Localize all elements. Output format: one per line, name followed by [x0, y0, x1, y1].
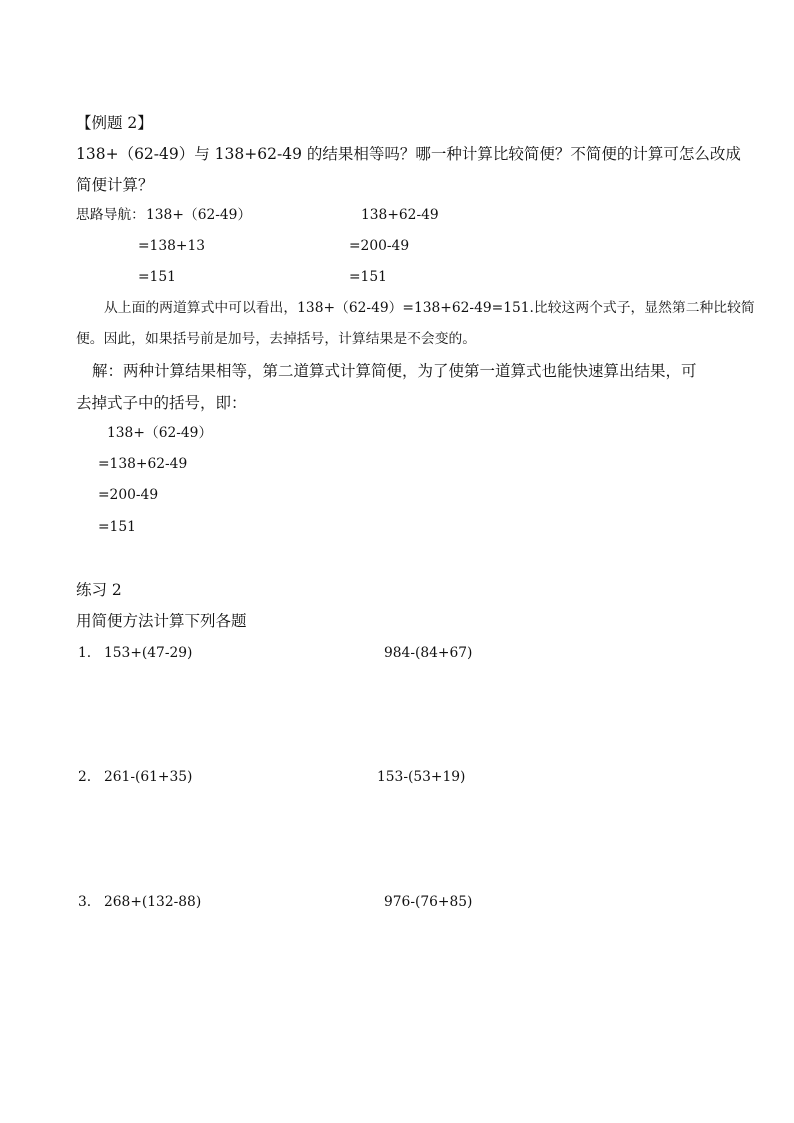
solution-line-2: 去掉式子中的括号，即： — [76, 394, 247, 412]
solution-step-3: =200-49 — [98, 487, 159, 503]
solution-step-2: =138+62-49 — [98, 456, 188, 472]
analysis-line-2: 便。因此，如果括号前是加号，去掉括号，计算结果是不会变的。 — [76, 331, 477, 347]
problem-right-expression: 984-(84+67) — [384, 645, 473, 661]
left-calc-line-3: =151 — [138, 269, 176, 285]
question-line-2: 简便计算？ — [76, 176, 154, 194]
right-calc-line-1: 138+62-49 — [361, 207, 439, 223]
problem-right-expression: 976-(76+85) — [384, 894, 473, 910]
right-calc-line-2: =200-49 — [349, 238, 410, 254]
example-heading: 【例题 2】 — [76, 114, 153, 132]
right-calc-line-3: =151 — [349, 269, 387, 285]
problem-number: 1. — [78, 645, 92, 661]
question-line-1: 138+（62-49）与 138+62-49 的结果相等吗？哪一种计算比较简便？不简便的计算可怎么改成 — [76, 145, 741, 163]
problem-left-expression: 153+(47-29) — [104, 645, 193, 661]
practice-instruction: 用简便方法计算下列各题 — [76, 612, 247, 630]
analysis-line-1: 从上面的两道算式中可以看出，138+（62-49）=138+62-49=151.比较这两个式子，显然第二种比较简 — [104, 300, 755, 316]
solution-line-1: 解：两种计算结果相等，第二道算式计算简便，为了使第一道算式也能快速算出结果，可 — [92, 362, 697, 380]
solution-step-4: =151 — [98, 519, 136, 535]
problem-left-expression: 261-(61+35) — [104, 769, 193, 785]
problem-right-expression: 153-(53+19) — [377, 769, 466, 785]
solution-step-1: 138+（62-49） — [107, 425, 213, 441]
problem-left-expression: 268+(132-88) — [104, 894, 202, 910]
problem-number: 3. — [78, 894, 92, 910]
practice-heading: 练习 2 — [76, 581, 122, 599]
guide-label: 思路导航： — [76, 207, 145, 223]
left-calc-line-1: 138+（62-49） — [146, 207, 252, 223]
left-calc-line-2: =138+13 — [138, 238, 206, 254]
problem-number: 2. — [78, 769, 92, 785]
